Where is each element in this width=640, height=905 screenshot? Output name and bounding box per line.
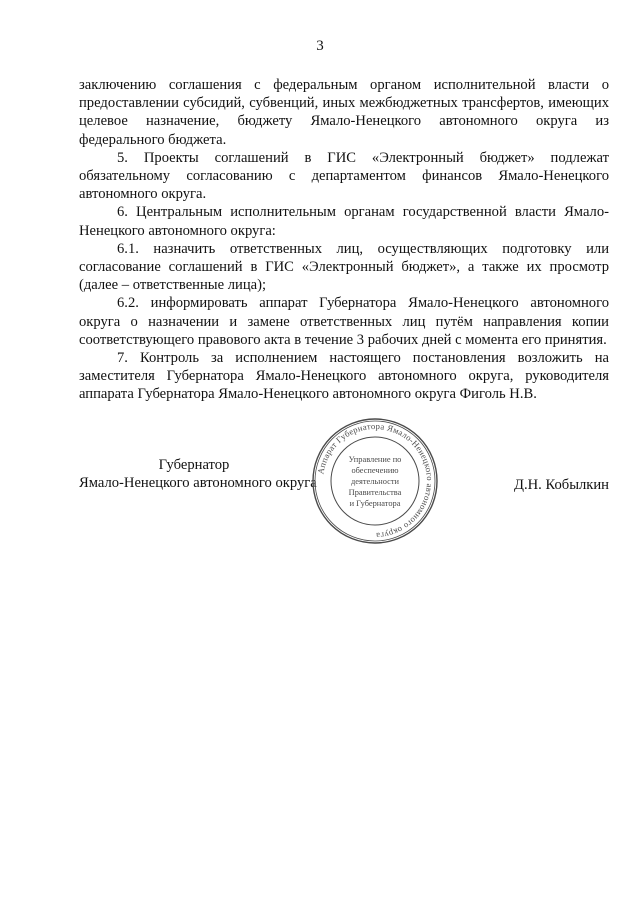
- signatory-title: [79, 456, 317, 492]
- official-seal-stamp: [310, 416, 440, 546]
- seal-inner-line2: обеспечению: [351, 466, 399, 475]
- paragraph-continuation: заключению соглашения с федеральным органом исполнительной власти о предоставлении субсидий, субвенций, иных межбюджетных трансфертов, имеющих целевое назначение, бюджету Ямало-Ненецкого автономного округа из федерального бюджета.: [79, 77, 609, 148]
- seal-outer-text: Аппарат Губернатора Ямало-Ненецкого автономного округа: [315, 420, 436, 542]
- signatory-title-line2: Ямало-Ненецкого автономного округа: [79, 475, 317, 492]
- paragraph-item-7: 7. Контроль за исполнением настоящего постановления возложить на заместителя Губернатора Ямало-Ненецкого автономного округа, руководителя аппарата Губернатора Ямало-Ненецкого автономного округа Фиголь Н.В.: [79, 350, 609, 403]
- seal-inner-line3: деятельности: [351, 477, 399, 486]
- paragraph-item-6-2: 6.2. информировать аппарат Губернатора Ямало-Ненецкого автономного округа о назначении и замене ответственных лиц путём направления копии соответствующего правового акта в течение 3 рабочих дней с момента его принятия.: [79, 295, 609, 348]
- document-body: [79, 76, 609, 404]
- seal-inner-line4: Правительства: [348, 488, 402, 497]
- signatory-title-line1: Губернатор: [158, 457, 230, 473]
- signatory-name: Д.Н. Кобылкин: [514, 477, 609, 493]
- paragraph-item-5: 5. Проекты соглашений в ГИС «Электронный бюджет» подлежат обязательному согласованию с департаментом финансов Ямало-Ненецкого автономного округа.: [79, 149, 609, 203]
- signature-block: [79, 420, 609, 556]
- page-number: 3: [316, 38, 324, 54]
- seal-inner-line1: Управление по: [348, 455, 402, 464]
- paragraph-item-6: 6. Центральным исполнительным органам государственной власти Ямало-Ненецкого автономного округа:: [79, 204, 609, 239]
- seal-inner-line5: и Губернатора: [349, 499, 401, 508]
- paragraph-item-6-1: 6.1. назначить ответственных лиц, осуществляющих подготовку или согласование соглашений в ГИС «Электронный бюджет», а также их просмотр (далее – ответственные лица);: [79, 240, 609, 294]
